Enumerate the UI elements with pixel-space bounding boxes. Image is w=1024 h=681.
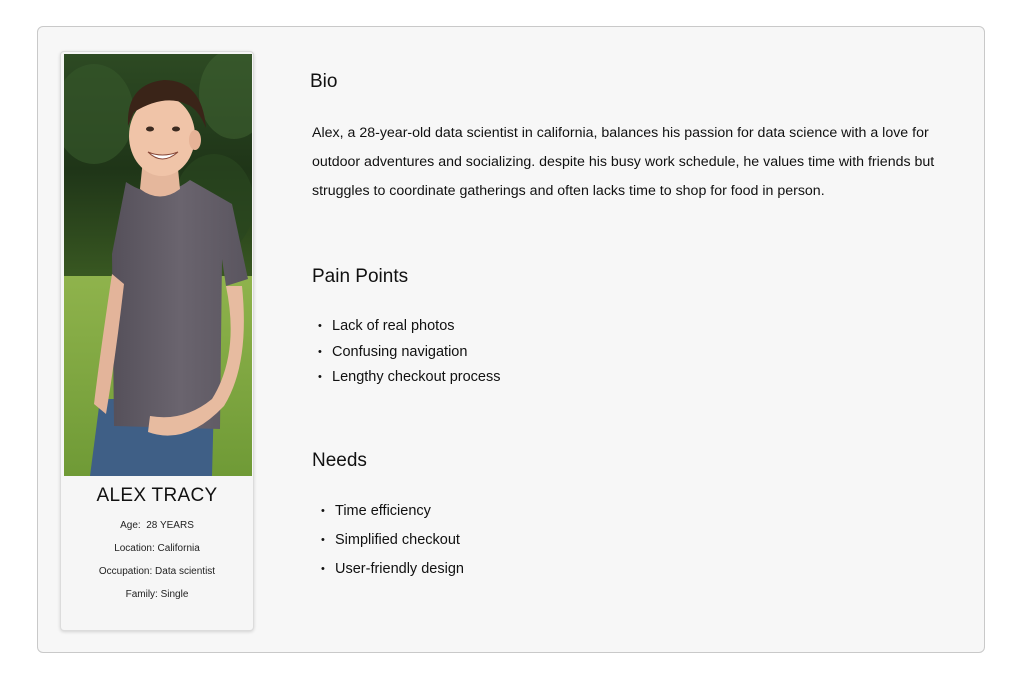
- persona-name: ALEX TRACY: [96, 485, 218, 506]
- list-item: • Confusing navigation: [313, 340, 500, 366]
- age-label: Age:: [120, 520, 141, 531]
- pain-points-list: [313, 314, 500, 391]
- age-value: 28 YEARS: [146, 520, 194, 531]
- occupation-line: Occupation: Data scientist: [98, 566, 216, 577]
- list-item: • Time efficiency: [316, 497, 464, 526]
- profile-card: [60, 51, 254, 631]
- age-line: [61, 520, 253, 531]
- bio-heading: Bio: [310, 71, 338, 92]
- list-item: • Lack of real photos: [313, 314, 500, 340]
- family-line: Family: Single: [125, 589, 189, 600]
- persona-panel: [37, 26, 985, 653]
- bio-text: Alex, a 28-year-old data scientist in california, balances his passion for data science with a love for outdoor adventures and socializing. despite his busy work schedule, he values time with friends but struggles to coordinate gatherings and often lacks time to shop for food in person.: [312, 125, 935, 199]
- location-line: Location: California: [114, 543, 200, 554]
- needs-list: [316, 497, 464, 584]
- needs-heading: Needs: [312, 450, 367, 471]
- pain-points-heading: Pain Points: [312, 266, 409, 287]
- list-item: • User-friendly design: [316, 555, 464, 584]
- profile-photo: [64, 54, 252, 476]
- list-item: • Simplified checkout: [316, 526, 464, 555]
- list-item: • Lengthy checkout process: [313, 365, 500, 391]
